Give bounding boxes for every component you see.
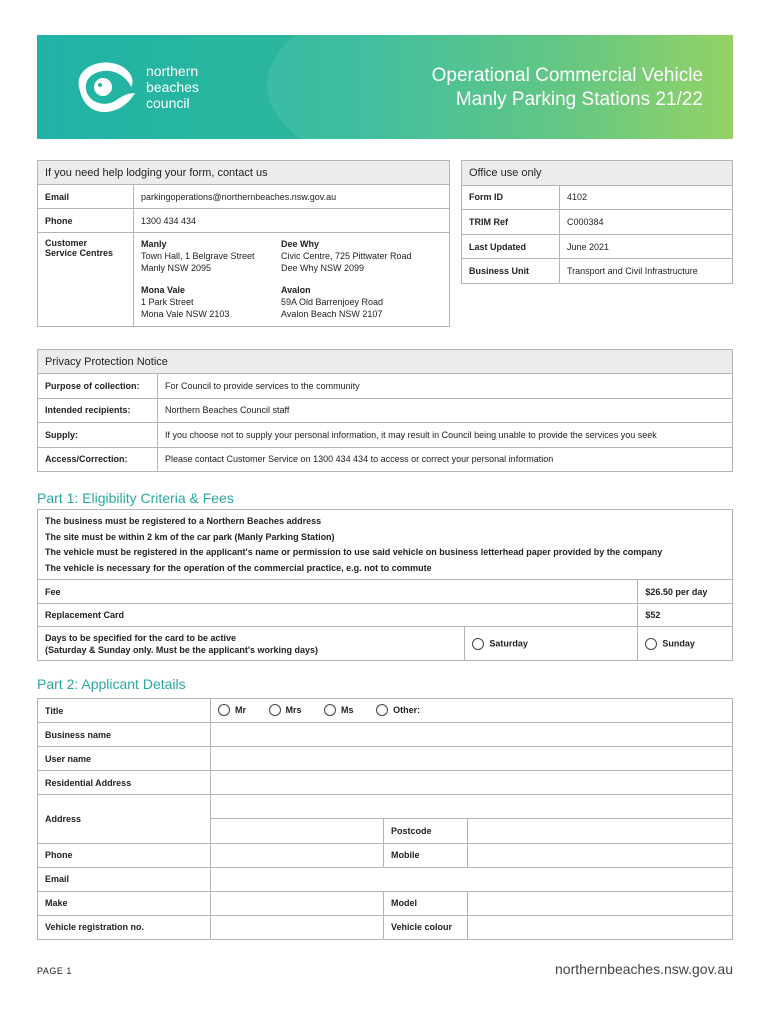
days-label bbox=[38, 627, 465, 661]
form-id-label: Form ID bbox=[462, 185, 560, 210]
centre-avalon bbox=[281, 284, 441, 320]
centre-address: Civic Centre, 725 Pittwater Road bbox=[281, 251, 412, 261]
mobile-label: Mobile bbox=[384, 843, 468, 867]
criterion: The site must be within 2 km of the car park (Manly Parking Station) bbox=[45, 531, 335, 542]
sunday-label: Sunday bbox=[662, 638, 695, 649]
address-field[interactable] bbox=[211, 795, 733, 819]
days-line: (Saturday & Sunday only. Must be the applicant's working days) bbox=[45, 644, 319, 655]
saturday-radio[interactable] bbox=[472, 638, 484, 650]
service-centres-label bbox=[38, 233, 134, 327]
make-label: Make bbox=[38, 891, 211, 915]
part1-title: Part 1: Eligibility Criteria & Fees bbox=[37, 490, 234, 506]
vehicle-registration-field[interactable] bbox=[211, 915, 384, 939]
org-line: northern bbox=[146, 63, 199, 79]
privacy-value: For Council to provide services to the community bbox=[158, 374, 733, 398]
council-logo-icon bbox=[69, 57, 137, 115]
footer-url[interactable]: northernbeaches.nsw.gov.au bbox=[555, 961, 733, 977]
privacy-heading: Privacy Protection Notice bbox=[38, 350, 733, 374]
business-unit-value: Transport and Civil Infrastructure bbox=[560, 259, 733, 284]
fee-label: Fee bbox=[38, 580, 638, 604]
privacy-label: Access/Correction: bbox=[38, 447, 158, 471]
postcode-field[interactable] bbox=[468, 819, 733, 843]
criterion: The vehicle must be registered in the applicant's name or permission to use said vehicle on business letterhead paper provided by the company bbox=[45, 547, 663, 558]
title-mrs-option[interactable] bbox=[269, 704, 302, 716]
service-centres bbox=[134, 233, 450, 327]
mr-radio[interactable] bbox=[218, 704, 230, 716]
document-title bbox=[432, 64, 703, 112]
office-heading: Office use only bbox=[462, 161, 733, 186]
criterion: The business must be registered to a Northern Beaches address bbox=[45, 516, 322, 526]
ms-label: Ms bbox=[341, 704, 354, 715]
phone-field[interactable] bbox=[211, 843, 384, 867]
residential-address-field[interactable] bbox=[211, 771, 733, 795]
postcode-label: Postcode bbox=[384, 819, 468, 843]
days-line: Days to be specified for the card to be active bbox=[45, 632, 237, 643]
privacy-label: Purpose of collection: bbox=[38, 374, 158, 398]
centre-address: Manly NSW 2095 bbox=[141, 263, 212, 273]
model-field[interactable] bbox=[468, 891, 733, 915]
privacy-value: If you choose not to supply your personal information, it may result in Council being unable to provide the services you seek bbox=[158, 423, 733, 447]
title-other-option[interactable] bbox=[376, 704, 420, 716]
centre-address: Mona Vale NSW 2103 bbox=[141, 309, 230, 319]
title-label: Title bbox=[38, 699, 211, 723]
phone-label: Phone bbox=[38, 209, 134, 233]
centre-name: Avalon bbox=[281, 285, 311, 295]
centre-address: 1 Park Street bbox=[141, 297, 194, 307]
centre-name: Dee Why bbox=[281, 239, 320, 249]
centre-address: Dee Why NSW 2099 bbox=[281, 263, 365, 273]
title-line: Operational Commercial Vehicle bbox=[431, 65, 703, 86]
eligibility-criteria bbox=[38, 510, 733, 580]
last-updated-value: June 2021 bbox=[560, 234, 733, 259]
phone-label: Phone bbox=[38, 843, 211, 867]
header-banner bbox=[37, 35, 733, 139]
contact-table bbox=[37, 160, 450, 327]
fee-value: $26.50 per day bbox=[638, 580, 733, 604]
privacy-label: Intended recipients: bbox=[38, 398, 158, 422]
business-name-field[interactable] bbox=[211, 723, 733, 747]
business-name-label: Business name bbox=[38, 723, 211, 747]
privacy-value: Please contact Customer Service on 1300 434 434 to access or correct your personal information bbox=[158, 447, 733, 471]
organisation-name bbox=[146, 63, 199, 111]
title-line: Manly Parking Stations 21/22 bbox=[455, 89, 703, 110]
eligibility-table bbox=[37, 509, 733, 661]
saturday-label: Saturday bbox=[489, 638, 528, 649]
mr-label: Mr bbox=[235, 704, 246, 715]
mobile-field[interactable] bbox=[468, 843, 733, 867]
title-options bbox=[211, 699, 733, 723]
applicant-table bbox=[37, 698, 733, 940]
ms-radio[interactable] bbox=[324, 704, 336, 716]
label-line: Service Centres bbox=[45, 248, 114, 258]
part2-title: Part 2: Applicant Details bbox=[37, 676, 186, 692]
replacement-card-value: $52 bbox=[638, 603, 733, 627]
form-id-value: 4102 bbox=[560, 185, 733, 210]
privacy-value: Northern Beaches Council staff bbox=[158, 398, 733, 422]
office-use-table bbox=[461, 160, 733, 284]
title-mr-option[interactable] bbox=[218, 704, 246, 716]
email-value[interactable]: parkingoperations@northernbeaches.nsw.gov.au bbox=[134, 185, 450, 209]
centre-dee-why bbox=[281, 238, 441, 274]
address-label: Address bbox=[38, 795, 211, 843]
email-label: Email bbox=[38, 867, 211, 891]
centre-address: Avalon Beach NSW 2107 bbox=[281, 309, 383, 319]
make-field[interactable] bbox=[211, 891, 384, 915]
centre-name: Manly bbox=[141, 239, 167, 249]
address-field-2[interactable] bbox=[211, 819, 384, 843]
replacement-card-label: Replacement Card bbox=[38, 603, 638, 627]
vehicle-colour-label: Vehicle colour bbox=[384, 915, 468, 939]
centre-manly bbox=[141, 238, 281, 274]
vehicle-registration-label: Vehicle registration no. bbox=[38, 915, 211, 939]
org-line: council bbox=[146, 95, 190, 111]
other-radio[interactable] bbox=[376, 704, 388, 716]
user-name-label: User name bbox=[38, 747, 211, 771]
mrs-label: Mrs bbox=[285, 704, 302, 715]
page-number: PAGE 1 bbox=[37, 966, 72, 976]
mrs-radio[interactable] bbox=[269, 704, 281, 716]
sunday-radio[interactable] bbox=[645, 638, 657, 650]
business-unit-label: Business Unit bbox=[462, 259, 560, 284]
centre-address: 59A Old Barrenjoey Road bbox=[281, 297, 384, 307]
email-field[interactable] bbox=[211, 867, 733, 891]
other-label: Other: bbox=[393, 704, 421, 715]
sunday-option[interactable] bbox=[638, 627, 733, 661]
saturday-option[interactable] bbox=[465, 627, 638, 661]
vehicle-colour-field[interactable] bbox=[468, 915, 733, 939]
label-line: Customer bbox=[45, 238, 88, 248]
last-updated-label: Last Updated bbox=[462, 234, 560, 259]
criterion: The vehicle is necessary for the operation of the commercial practice, e.g. not to commute bbox=[45, 562, 432, 573]
model-label: Model bbox=[384, 891, 468, 915]
title-ms-option[interactable] bbox=[324, 704, 354, 716]
trim-ref-label: TRIM Ref bbox=[462, 210, 560, 235]
trim-ref-value: C000384 bbox=[560, 210, 733, 235]
user-name-field[interactable] bbox=[211, 747, 733, 771]
centre-address: Town Hall, 1 Belgrave Street bbox=[141, 251, 255, 261]
org-line: beaches bbox=[146, 79, 199, 95]
phone-value: 1300 434 434 bbox=[134, 209, 450, 233]
privacy-table bbox=[37, 349, 733, 472]
privacy-label: Supply: bbox=[38, 423, 158, 447]
centre-mona-vale bbox=[141, 284, 281, 320]
contact-heading: If you need help lodging your form, contact us bbox=[38, 161, 450, 185]
centre-name: Mona Vale bbox=[141, 285, 186, 295]
email-label: Email bbox=[38, 185, 134, 209]
residential-address-label: Residential Address bbox=[38, 771, 211, 795]
